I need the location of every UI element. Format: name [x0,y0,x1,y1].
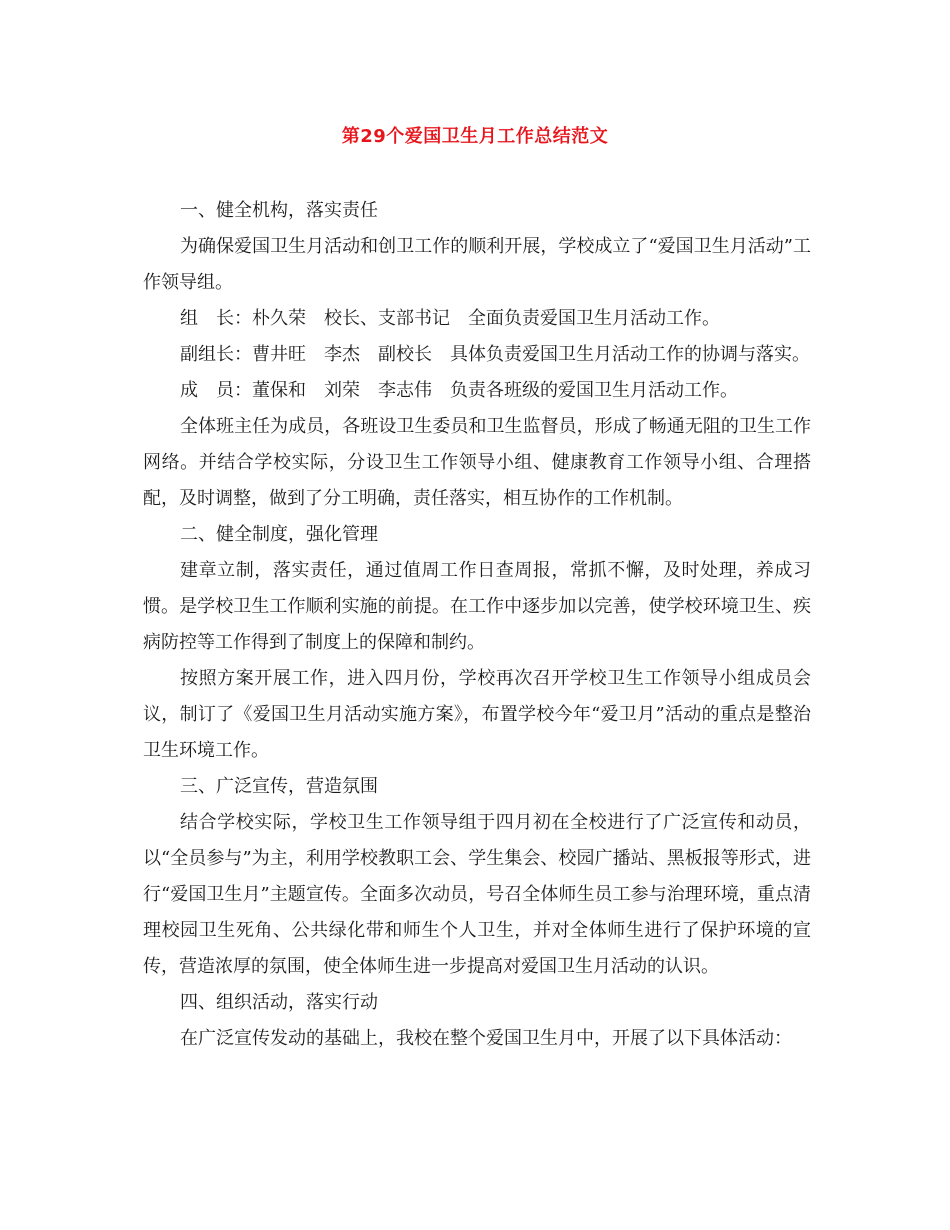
paragraph: 为确保爱国卫生月活动和创卫工作的顺利开展，学校成立了“爱国卫生月活动”工作领导组。 [143,236,811,293]
document-body [143,193,811,1057]
paragraph-deputy-leader: 副组长：曹井旺 李杰 副校长 具体负责爱国卫生月活动工作的协调与落实。 [180,344,810,365]
paragraph: 按照方案开展工作，进入四月份，学校再次召开学校卫生工作领导小组成员会议，制订了《爱国卫生月活动实施方案》，布置学校今年“爱卫月”活动的重点是整治卫生环境工作。 [143,668,811,761]
paragraph: 全体班主任为成员，各班设卫生委员和卫生监督员，形成了畅通无阻的卫生工作网络。并结合学校实际，分设卫生工作领导小组、健康教育工作领导小组、合理搭配，及时调整，做到了分工明确，责任落实，相互协作的工作机制。 [143,416,811,509]
paragraph: 结合学校实际，学校卫生工作领导组于四月初在全校进行了广泛宣传和动员，以“全员参与”为主，利用学校教职工会、学生集会、校园广播站、黑板报等形式，进行“爱国卫生月”主题宣传。全面多次动员，号召全体师生员工参与治理环境，重点清理校园卫生死角、公共绿化带和师生个人卫生，并对全体师生进行了保护环境的宣传，营造浓厚的氛围，使全体师生进一步提高对爱国卫生月活动的认识。 [143,812,811,977]
heading-section-2: 二、健全制度，强化管理 [180,524,378,545]
heading-section-4: 四、组织活动，落实行动 [180,992,378,1013]
paragraph-members: 成 员：董保和 刘荣 李志伟 负责各班级的爱国卫生月活动工作。 [180,380,738,401]
heading-section-1: 一、健全机构，落实责任 [180,200,378,221]
paragraph-leader: 组 长：朴久荣 校长、支部书记 全面负责爱国卫生月活动工作。 [180,308,720,329]
document-title: 第29个爱国卫生月工作总结范文 [341,126,609,147]
paragraph: 建章立制，落实责任，通过值周工作日查周报，常抓不懈，及时处理，养成习惯。是学校卫生工作顺利实施的前提。在工作中逐步加以完善，使学校环境卫生、疾病防控等工作得到了制度上的保障和制约。 [143,560,811,653]
heading-section-3: 三、广泛宣传，营造氛围 [180,776,378,797]
paragraph: 在广泛宣传发动的基础上，我校在整个爱国卫生月中，开展了以下具体活动： [180,1028,792,1049]
